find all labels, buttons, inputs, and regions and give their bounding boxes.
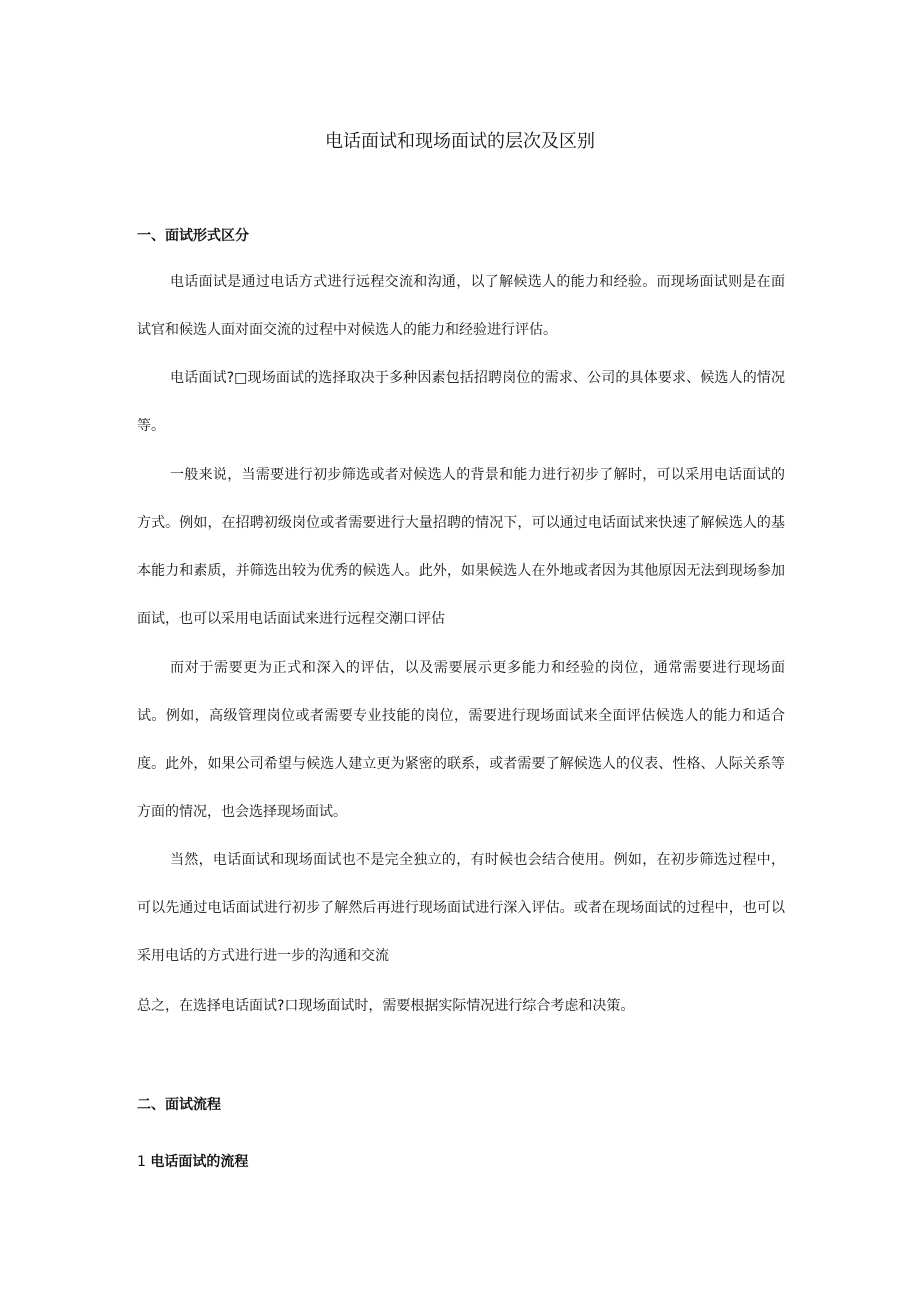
paragraph-phone-vs-onsite-definition: 电话面试是通过电话方式进行远程交流和沟通，以了解候选人的能力和经验。而现场面试则是在面试官和候选人面对面交流的过程中对候选人的能力和经验进行评估。 — [137, 274, 785, 338]
paragraph-phone-interview-usage: 一般来说，当需要进行初步筛选或者对候选人的背景和能力进行初步了解时，可以采用电话面试的方式。例如，在招聘初级岗位或者需要进行大量招聘的情况下，可以通过电话面试来快速了解候选人的基本能力和素质，并筛选出较为优秀的候选人。此外，如果候选人在外地或者因为其他原因无法到现场参加面试，也可以采用电话面试来进行远程交潮口评估 — [137, 467, 785, 627]
section-heading-interview-process: 二、面试流程 — [137, 1097, 221, 1113]
paragraph-conclusion: 总之，在选择电话面试?口现场面试时，需要根据实际情况进行综合考虑和决策。 — [137, 998, 635, 1014]
section-heading-form-distinction: 一、面试形式区分 — [137, 228, 249, 244]
subheading-number: 1 — [137, 1154, 146, 1170]
paragraph-onsite-interview-usage: 而对于需要更为正式和深入的评估，以及需要展示更多能力和经验的岗位，通常需要进行现场面试。例如，高级管理岗位或者需要专业技能的岗位，需要进行现场面试来全面评估候选人的能力和适合度。此外，如果公司希望与候选人建立更为紧密的联系，或者需要了解候选人的仪表、性格、人际关系等方面的情况，也会选择现场面试。 — [137, 660, 785, 820]
subheading-label: 电话面试的流程 — [150, 1154, 249, 1170]
subheading-phone-interview-process — [137, 1152, 248, 1172]
paragraph-combined-usage: 当然，电话面试和现场面试也不是完全独立的，有时候也会结合使用。例如，在初步筛选过程中，可以先通过电话面试进行初步了解然后再进行现场面试进行深入评估。或者在现场面试的过程中，也可以采用电话的方式进行进一步的沟通和交流 — [137, 852, 785, 964]
document-title: 电话面试和现场面试的层次及区别 — [325, 131, 595, 152]
paragraph-selection-factors: 电话面试?□现场面试的选择取决于多种因素包括招聘岗位的需求、公司的具体要求、候选人的情况等。 — [137, 370, 785, 434]
